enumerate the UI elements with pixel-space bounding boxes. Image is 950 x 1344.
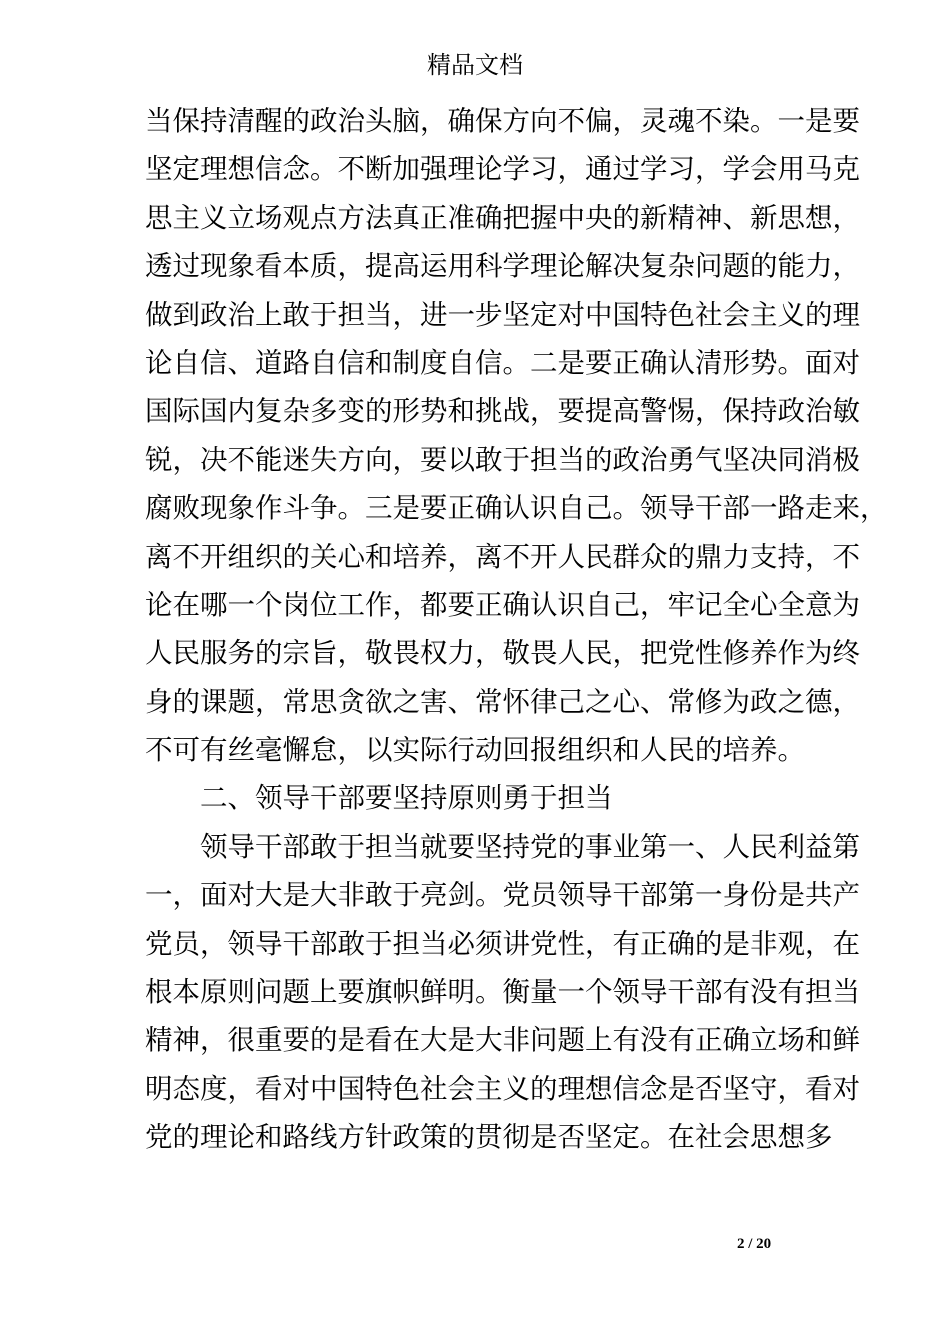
text-line: 不可有丝毫懈怠，以实际行动回报组织和人民的培养。 xyxy=(145,734,805,767)
text-line: 国际国内复杂多变的形势和挑战，要提高警惕，保持政治敏 xyxy=(145,395,860,428)
document-body xyxy=(145,97,888,1162)
text-line: 党员，领导干部敢于担当必须讲党性，有正确的是非观，在 xyxy=(145,927,860,960)
page-number-indicator: 2 / 20 xyxy=(737,1236,772,1252)
text-line: 论在哪一个岗位工作，都要正确认识自己，牢记全心全意为 xyxy=(145,588,860,621)
text-line: 明态度，看对中国特色社会主义的理想信念是否坚守，看对 xyxy=(145,1072,860,1105)
text-line: 锐，决不能迷失方向，要以敢于担当的政治勇气坚决同消极 xyxy=(145,443,860,476)
text-line: 人民服务的宗旨，敬畏权力，敬畏人民，把党性修养作为终 xyxy=(145,637,860,670)
text-line: 当保持清醒的政治头脑，确保方向不偏，灵魂不染。一是要 xyxy=(145,105,860,137)
text-line: 坚定理想信念。不断加强理论学习，通过学习，学会用马克 xyxy=(145,153,860,186)
text-line: 党的理论和路线方针政策的贯彻是否坚定。在社会思想多 xyxy=(145,1121,833,1154)
page-header-title: 精品文档 xyxy=(427,51,523,79)
section-heading: 二、领导干部要坚持原则勇于担当 xyxy=(200,782,613,815)
text-line: 透过现象看本质，提高运用科学理论解决复杂问题的能力， xyxy=(145,250,860,283)
paragraph-first-line: 领导干部敢于担当就要坚持党的事业第一、人民利益第 xyxy=(200,830,860,863)
text-line: 一，面对大是大非敢于亮剑。党员领导干部第一身份是共产 xyxy=(145,879,860,912)
text-line: 离不开组织的关心和培养，离不开人民群众的鼎力支持，不 xyxy=(145,540,860,573)
text-line: 精神，很重要的是看在大是大非问题上有没有正确立场和鲜 xyxy=(145,1024,860,1057)
text-line: 身的课题，常思贪欲之害、常怀律己之心、常修为政之德， xyxy=(145,685,860,718)
text-line: 论自信、道路自信和制度自信。二是要正确认清形势。面对 xyxy=(145,346,860,379)
text-line: 思主义立场观点方法真正准确把握中央的新精神、新思想， xyxy=(145,201,860,234)
text-line: 腐败现象作斗争。三是要正确认识自己。领导干部一路走来， xyxy=(145,492,888,525)
text-line: 根本原则问题上要旗帜鲜明。衡量一个领导干部有没有担当 xyxy=(145,976,860,1009)
text-line: 做到政治上敢于担当，进一步坚定对中国特色社会主义的理 xyxy=(145,298,860,331)
